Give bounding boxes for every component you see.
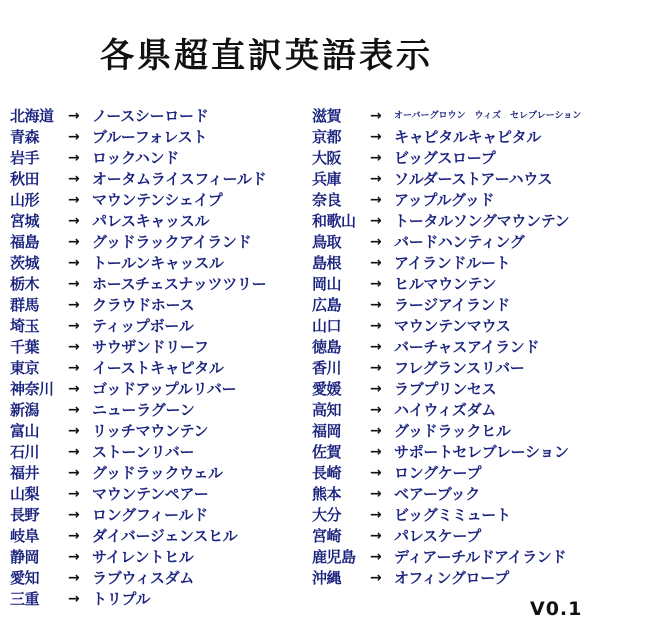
prefecture-name: 鳥取 bbox=[312, 233, 342, 251]
arrow-icon: → bbox=[370, 444, 382, 460]
prefecture-row bbox=[10, 484, 266, 505]
english-translation: ティップボール bbox=[92, 317, 194, 335]
arrow-icon: → bbox=[370, 381, 382, 397]
prefecture-row bbox=[10, 148, 266, 169]
arrow-icon: → bbox=[370, 276, 382, 292]
prefecture-row bbox=[312, 232, 581, 253]
prefecture-name: 茨城 bbox=[10, 254, 40, 272]
arrow-icon: → bbox=[370, 234, 382, 250]
prefecture-name: 島根 bbox=[312, 254, 342, 272]
prefecture-name: 高知 bbox=[312, 401, 342, 419]
prefecture-row bbox=[10, 526, 266, 547]
prefecture-row bbox=[10, 190, 266, 211]
prefecture-name: 鹿児島 bbox=[312, 548, 356, 566]
prefecture-name: 長崎 bbox=[312, 464, 342, 482]
english-translation: パレスケープ bbox=[394, 527, 482, 545]
arrow-icon: → bbox=[68, 255, 80, 271]
english-translation: ディアーチルドアイランド bbox=[394, 548, 567, 566]
arrow-icon: → bbox=[68, 339, 80, 355]
arrow-icon: → bbox=[370, 528, 382, 544]
prefecture-name: 埼玉 bbox=[10, 317, 40, 335]
prefecture-name: 福井 bbox=[10, 464, 40, 482]
prefecture-row bbox=[10, 421, 266, 442]
prefecture-name: 北海道 bbox=[10, 107, 54, 125]
prefecture-row bbox=[10, 463, 266, 484]
arrow-icon: → bbox=[68, 423, 80, 439]
english-translation: パレスキャッスル bbox=[92, 212, 210, 230]
arrow-icon: → bbox=[370, 192, 382, 208]
arrow-icon: → bbox=[370, 150, 382, 166]
prefecture-name: 群馬 bbox=[10, 296, 40, 314]
left-prefecture-list bbox=[10, 106, 266, 610]
prefecture-row bbox=[312, 484, 581, 505]
arrow-icon: → bbox=[68, 486, 80, 502]
arrow-icon: → bbox=[68, 465, 80, 481]
prefecture-row bbox=[10, 505, 266, 526]
english-translation: バードハンティング bbox=[394, 233, 525, 251]
prefecture-name: 栃木 bbox=[10, 275, 40, 293]
prefecture-name: 愛媛 bbox=[312, 380, 342, 398]
prefecture-name: 山形 bbox=[10, 191, 40, 209]
prefecture-name: 神奈川 bbox=[10, 380, 54, 398]
english-translation: イーストキャピタル bbox=[92, 359, 224, 377]
prefecture-row bbox=[10, 589, 266, 610]
english-translation: サウザンドリーフ bbox=[92, 338, 209, 356]
english-translation: ビッグスロープ bbox=[394, 149, 496, 167]
prefecture-row bbox=[10, 400, 266, 421]
arrow-icon: → bbox=[370, 423, 382, 439]
arrow-icon: → bbox=[68, 549, 80, 565]
prefecture-row bbox=[312, 526, 581, 547]
arrow-icon: → bbox=[370, 108, 382, 124]
prefecture-row bbox=[10, 106, 266, 127]
prefecture-name: 大分 bbox=[312, 506, 342, 524]
english-translation: ストーンリバー bbox=[92, 443, 195, 461]
arrow-icon: → bbox=[370, 486, 382, 502]
prefecture-row bbox=[10, 211, 266, 232]
prefecture-name: 愛知 bbox=[10, 569, 40, 587]
english-translation: ラブウィスダム bbox=[92, 569, 195, 587]
prefecture-name: 熊本 bbox=[312, 485, 342, 503]
prefecture-row bbox=[312, 421, 581, 442]
arrow-icon: → bbox=[370, 570, 382, 586]
prefecture-row bbox=[10, 442, 266, 463]
english-translation: サイレントヒル bbox=[92, 548, 194, 566]
prefecture-row bbox=[312, 547, 581, 568]
arrow-icon: → bbox=[68, 150, 80, 166]
arrow-icon: → bbox=[370, 255, 382, 271]
arrow-icon: → bbox=[68, 360, 80, 376]
prefecture-name: 岩手 bbox=[10, 149, 40, 167]
english-translation: フレグランスリバー bbox=[394, 359, 525, 377]
arrow-icon: → bbox=[370, 129, 382, 145]
prefecture-name: 和歌山 bbox=[312, 212, 356, 230]
english-translation: マウンテンペアー bbox=[92, 485, 209, 503]
prefecture-name: 青森 bbox=[10, 128, 40, 146]
prefecture-name: 奈良 bbox=[312, 191, 342, 209]
arrow-icon: → bbox=[68, 591, 80, 607]
english-translation: ハイウィズダム bbox=[394, 401, 497, 419]
prefecture-name: 佐賀 bbox=[312, 443, 342, 461]
prefecture-row bbox=[10, 358, 266, 379]
prefecture-row bbox=[312, 379, 581, 400]
arrow-icon: → bbox=[68, 507, 80, 523]
prefecture-row bbox=[312, 442, 581, 463]
english-translation: ラブプリンセス bbox=[394, 380, 497, 398]
prefecture-name: 福島 bbox=[10, 233, 40, 251]
english-translation: ロングケープ bbox=[394, 464, 482, 482]
prefecture-row bbox=[312, 148, 581, 169]
prefecture-row bbox=[312, 358, 581, 379]
prefecture-name: 宮崎 bbox=[312, 527, 342, 545]
arrow-icon: → bbox=[68, 213, 80, 229]
prefecture-row bbox=[10, 169, 266, 190]
right-prefecture-list bbox=[312, 106, 581, 589]
arrow-icon: → bbox=[370, 213, 382, 229]
arrow-icon: → bbox=[68, 192, 80, 208]
english-translation: マウンテンマウス bbox=[394, 317, 511, 335]
prefecture-name: 広島 bbox=[312, 296, 342, 314]
english-translation: マウンテンシェイプ bbox=[92, 191, 223, 209]
prefecture-name: 香川 bbox=[312, 359, 342, 377]
english-translation: グッドラックヒル bbox=[394, 422, 511, 440]
english-translation: ビッグミミュート bbox=[394, 506, 511, 524]
prefecture-name: 滋賀 bbox=[312, 107, 342, 125]
english-translation: オーバーグロウン ウィズ セレブレーション bbox=[394, 111, 582, 121]
prefecture-name: 秋田 bbox=[10, 170, 40, 188]
english-translation: ニューラグーン bbox=[92, 401, 195, 419]
prefecture-name: 石川 bbox=[10, 443, 40, 461]
english-translation: ブルーフォレスト bbox=[92, 128, 208, 146]
prefecture-row bbox=[312, 295, 581, 316]
prefecture-name: 岡山 bbox=[312, 275, 342, 293]
english-translation: サポートセレブレーション bbox=[394, 443, 569, 461]
english-translation: ノースシーロード bbox=[92, 107, 209, 125]
prefecture-row bbox=[10, 568, 266, 589]
prefecture-row bbox=[10, 379, 266, 400]
prefecture-row bbox=[10, 253, 266, 274]
prefecture-name: 京都 bbox=[312, 128, 342, 146]
arrow-icon: → bbox=[68, 108, 80, 124]
prefecture-row bbox=[10, 232, 266, 253]
prefecture-name: 静岡 bbox=[10, 548, 40, 566]
english-translation: トータルソングマウンテン bbox=[394, 212, 570, 230]
arrow-icon: → bbox=[68, 318, 80, 334]
arrow-icon: → bbox=[68, 402, 80, 418]
prefecture-row bbox=[10, 274, 266, 295]
english-translation: ロックハンド bbox=[92, 149, 180, 167]
english-translation: ベアーブック bbox=[394, 485, 480, 503]
prefecture-name: 福岡 bbox=[312, 422, 342, 440]
arrow-icon: → bbox=[68, 570, 80, 586]
arrow-icon: → bbox=[68, 444, 80, 460]
english-translation: オータムライスフィールド bbox=[92, 170, 267, 188]
prefecture-row bbox=[10, 295, 266, 316]
prefecture-row bbox=[10, 127, 266, 148]
prefecture-name: 千葉 bbox=[10, 338, 40, 356]
arrow-icon: → bbox=[370, 297, 382, 313]
english-translation: トリプル bbox=[92, 590, 151, 608]
english-translation: ホースチェスナッツツリー bbox=[92, 275, 267, 293]
english-translation: ラージアイランド bbox=[394, 296, 510, 314]
page-title: 各県超直訳英語表示 bbox=[100, 36, 433, 76]
english-translation: キャピタルキャピタル bbox=[394, 128, 542, 146]
prefecture-name: 山梨 bbox=[10, 485, 40, 503]
version-label: V0.1 bbox=[530, 598, 583, 620]
arrow-icon: → bbox=[68, 297, 80, 313]
arrow-icon: → bbox=[370, 171, 382, 187]
english-translation: バーチャスアイランド bbox=[394, 338, 540, 356]
prefecture-name: 東京 bbox=[10, 359, 40, 377]
arrow-icon: → bbox=[370, 339, 382, 355]
arrow-icon: → bbox=[68, 171, 80, 187]
arrow-icon: → bbox=[370, 360, 382, 376]
prefecture-row bbox=[312, 190, 581, 211]
prefecture-row bbox=[312, 169, 581, 190]
english-translation: リッチマウンテン bbox=[92, 422, 209, 440]
english-translation: クラウドホース bbox=[92, 296, 195, 314]
arrow-icon: → bbox=[68, 381, 80, 397]
prefecture-row bbox=[312, 127, 581, 148]
prefecture-row bbox=[312, 400, 581, 421]
prefecture-name: 沖縄 bbox=[312, 569, 342, 587]
arrow-icon: → bbox=[68, 234, 80, 250]
english-translation: グッドラックウェル bbox=[92, 464, 223, 482]
prefecture-name: 新潟 bbox=[10, 401, 40, 419]
prefecture-row bbox=[312, 568, 581, 589]
prefecture-row bbox=[312, 337, 581, 358]
arrow-icon: → bbox=[68, 129, 80, 145]
prefecture-row bbox=[312, 505, 581, 526]
prefecture-name: 大阪 bbox=[312, 149, 342, 167]
prefecture-name: 山口 bbox=[312, 317, 342, 335]
prefecture-row bbox=[10, 316, 266, 337]
prefecture-row bbox=[312, 211, 581, 232]
prefecture-row bbox=[312, 463, 581, 484]
arrow-icon: → bbox=[370, 318, 382, 334]
prefecture-name: 岐阜 bbox=[10, 527, 40, 545]
english-translation: アップルグッド bbox=[394, 191, 495, 209]
english-translation: オフィングロープ bbox=[394, 569, 509, 587]
arrow-icon: → bbox=[68, 528, 80, 544]
prefecture-name: 徳島 bbox=[312, 338, 342, 356]
prefecture-name: 富山 bbox=[10, 422, 40, 440]
prefecture-name: 長野 bbox=[10, 506, 40, 524]
english-translation: ソルダーストアーハウス bbox=[394, 170, 553, 188]
prefecture-row bbox=[312, 274, 581, 295]
english-translation: ロングフィールド bbox=[92, 506, 208, 524]
prefecture-row bbox=[312, 316, 581, 337]
english-translation: ヒルマウンテン bbox=[394, 275, 497, 293]
prefecture-name: 宮城 bbox=[10, 212, 40, 230]
prefecture-row bbox=[312, 106, 581, 127]
prefecture-name: 三重 bbox=[10, 590, 40, 608]
arrow-icon: → bbox=[68, 276, 80, 292]
prefecture-row bbox=[10, 547, 266, 568]
english-translation: ゴッドアップルリバー bbox=[92, 380, 237, 398]
english-translation: アイランドルート bbox=[394, 254, 511, 272]
english-translation: トールンキャッスル bbox=[92, 254, 224, 272]
english-translation: グッドラックアイランド bbox=[92, 233, 252, 251]
arrow-icon: → bbox=[370, 402, 382, 418]
prefecture-row bbox=[10, 337, 266, 358]
arrow-icon: → bbox=[370, 465, 382, 481]
arrow-icon: → bbox=[370, 549, 382, 565]
english-translation: ダイバージェンスヒル bbox=[92, 527, 238, 545]
arrow-icon: → bbox=[370, 507, 382, 523]
prefecture-row bbox=[312, 253, 581, 274]
prefecture-name: 兵庫 bbox=[312, 170, 342, 188]
